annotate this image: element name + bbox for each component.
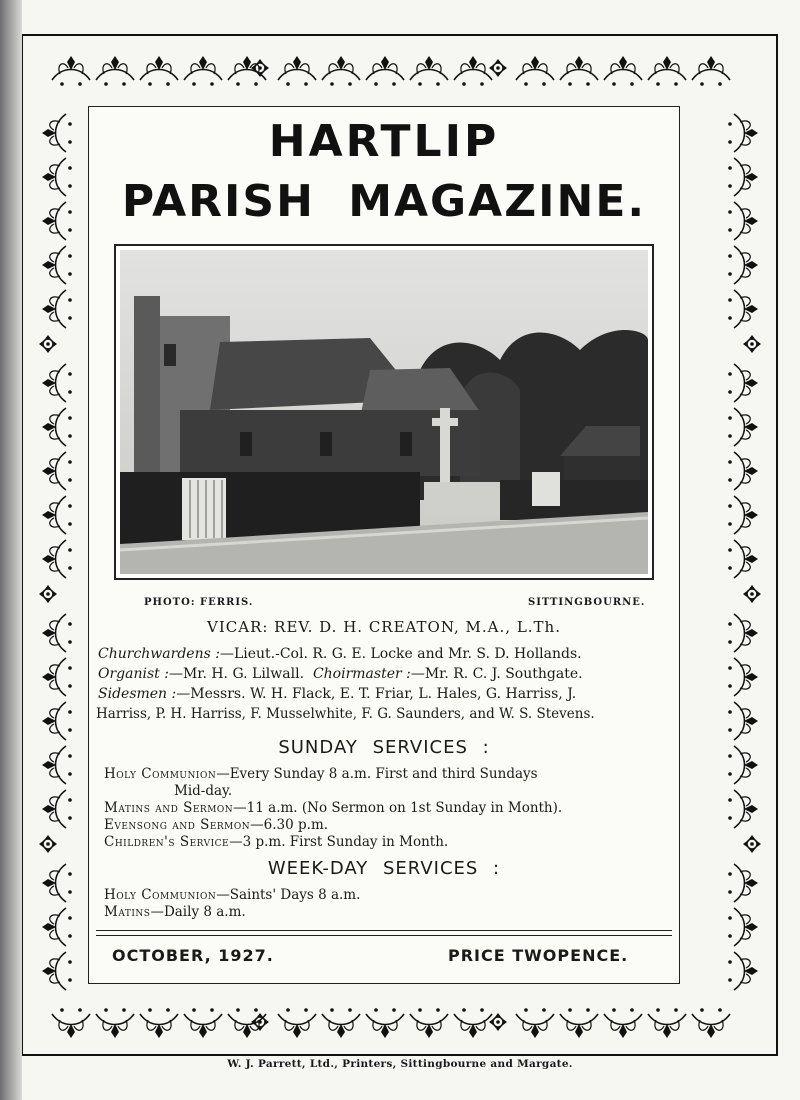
book-spine-shadow	[0, 0, 22, 1100]
sidesmen-line-2: Harriss, P. H. Harriss, F. Musselwhite, F. G. Saunders, and W. S. Stevens.	[96, 706, 595, 722]
service-name: Children's Service	[104, 834, 230, 850]
photo-credit: PHOTO: FERRIS.	[144, 597, 254, 608]
weekday-services-heading: WEEK-DAY SERVICES :	[267, 858, 501, 879]
churchwardens-label: Churchwardens :	[98, 646, 220, 662]
magazine-title-line2: PARISH MAGAZINE.	[121, 176, 647, 227]
churchwardens-names: —Lieut.-Col. R. G. E. Locke and Mr. S. D. Hollands.	[219, 646, 582, 662]
service-item	[104, 817, 674, 834]
service-item	[104, 904, 674, 921]
photo-location: SITTINGBOURNE.	[528, 597, 646, 608]
church-officers	[98, 644, 678, 724]
service-detail: Mid-day.	[174, 783, 233, 799]
service-name: Matins and Sermon	[104, 800, 234, 816]
choirmaster-name: —Mr. R. C. J. Southgate.	[410, 666, 583, 682]
service-item	[104, 800, 674, 817]
service-detail: —11 a.m. (No Sermon on 1st Sunday in Month).	[233, 800, 563, 816]
service-name: Holy Communion	[104, 766, 217, 782]
service-detail: —Saints' Days 8 a.m.	[216, 887, 361, 903]
churchwardens-line	[98, 644, 678, 664]
service-detail: —Every Sunday 8 a.m. First and third Sundays	[216, 766, 538, 782]
service-detail: —Daily 8 a.m.	[150, 904, 246, 920]
organist-name: —Mr. H. G. Lilwall.	[168, 666, 305, 682]
church-photograph	[114, 244, 654, 580]
weekday-services-list	[104, 887, 674, 921]
issue-date: OCTOBER, 1927.	[112, 946, 274, 965]
divider-rule	[96, 930, 672, 931]
vicar-line: VICAR: REV. D. H. CREATON, M.A., L.Th.	[207, 618, 561, 636]
service-name: Holy Communion	[104, 887, 217, 903]
sidesmen-line-1	[98, 684, 678, 704]
sidesmen-names-1: —Messrs. W. H. Flack, E. T. Friar, L. Hales, G. Harriss, J.	[176, 686, 577, 702]
choirmaster-label: Choirmaster :	[312, 666, 411, 682]
service-item	[104, 887, 674, 904]
sunday-services-list	[104, 766, 674, 851]
service-item	[104, 834, 674, 851]
printer-imprint: W. J. Parrett, Ltd., Printers, Sittingbourne and Margate.	[227, 1058, 573, 1070]
service-detail: —6.30 p.m.	[250, 817, 329, 833]
organist-label: Organist :	[98, 666, 169, 682]
organist-choirmaster-line	[98, 664, 678, 684]
divider-rule	[96, 935, 672, 936]
service-name: Matins	[104, 904, 151, 920]
issue-price: PRICE TWOPENCE.	[448, 946, 629, 965]
magazine-title-line1: HARTLIP	[268, 116, 500, 167]
sidesmen-label: Sidesmen :	[98, 686, 177, 702]
sunday-services-heading: SUNDAY SERVICES :	[278, 737, 490, 758]
service-item	[104, 783, 674, 800]
service-name: Evensong and Sermon	[104, 817, 251, 833]
service-item	[104, 766, 674, 783]
service-detail: —3 p.m. First Sunday in Month.	[229, 834, 449, 850]
